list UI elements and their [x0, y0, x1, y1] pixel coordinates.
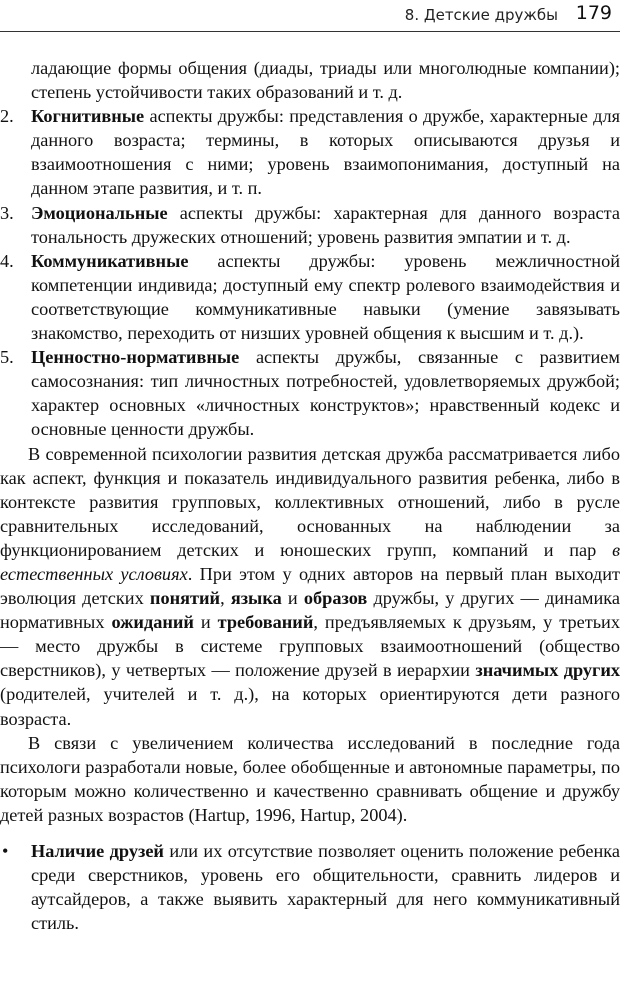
continuation-text: ладающие формы общения (диады, триады или многолюдные компании); степень устойчивости таких образований и т. д.	[31, 58, 620, 103]
text-run: В современной психологии развития детская дружба рассматривается либо как аспект, функция и показатель индивидуального развития ребенка, либо в контексте развития групповых, коллективных отношений, либо в русле сравнительных исследований, основанных на наблюдении за функционированием детских и юношеских групп, компаний и пар	[0, 443, 620, 560]
paragraph-psychology	[0, 442, 620, 731]
list-text: аспекты дружбы, связанные с развитием самосознания: тип личностных потребностей, удовлетворяемых дружбой; характер основных «личностных конструктов»; нравственный кодекс и основные ценности дружбы.	[31, 347, 620, 440]
list-text: аспекты дружбы: представления о дружбе, характерные для данного возраста; термины, в которых описываются друзья и взаимоотношения с ними; уровень взаимопонимания, доступный на данном этапе развития, и т. п.	[31, 106, 620, 199]
list-number: 4.	[0, 250, 14, 271]
list-item-4	[0, 249, 620, 345]
list-item-5	[0, 345, 620, 441]
list-number: 2.	[0, 106, 14, 127]
list-text: аспекты дружбы: уровень межличностной компетенции индивида; доступный ему спектр ролевого взаимодействия и соответствующие коммуникативные навыки (умение завязывать знакомство, переходить от низших уровней общения к высшим и т. д.).	[31, 250, 620, 344]
bullet-marker: •	[2, 841, 9, 861]
text-run: и	[193, 612, 218, 633]
bullet-item	[0, 839, 620, 935]
list-text: аспекты дружбы: характерная для данного возраста тональность дружеских отношений; уровень развития эмпатии и т. д.	[31, 202, 620, 247]
list-term: Когнитивные	[31, 106, 145, 127]
text-run: дружбы, у других — динамика нормативных	[0, 588, 620, 633]
bullet-text: или их отсутствие позволяет оценить положение ребенка среди сверстников, уровень его общительности, сравнить лидеров и аутсайдеров, а также выявить характерный для него коммуникативный стиль.	[31, 841, 620, 934]
chapter-title: 8. Детские дружбы	[404, 6, 558, 24]
text-run: ,	[220, 588, 231, 609]
bold-term: ожиданий	[111, 612, 194, 633]
italic-phrase: в естественных условиях	[0, 539, 620, 584]
text-run: , предъявляемых к друзьям, у третьих — место дружбы в системе групповых взаимоотношений (общество сверстников), у четвертых — положение друзей в иерархии	[0, 612, 620, 681]
header-rule	[0, 31, 620, 32]
list-number: 3.	[0, 202, 14, 223]
running-header	[0, 0, 620, 40]
list-term: Коммуникативные	[31, 250, 189, 271]
paragraph-research: В связи с увеличением количества исследований в последние года психологи разработали новые, более обобщенные и автономные параметры, по которым можно количественно и качественно сравнивать общение и дружбу детей разных возрастов (Hartup, 1996, Hartup, 2004).	[0, 732, 620, 825]
text-run: (родителей, учителей и т. д.), на которых ориентируются дети разного возраста.	[0, 684, 620, 729]
bold-term: значимых других	[475, 660, 620, 681]
list-term: Ценностно-нормативные	[31, 347, 240, 368]
list-item-2	[0, 104, 620, 200]
bullet-term: Наличие друзей	[31, 841, 164, 861]
list-number: 5.	[0, 347, 14, 368]
text-run: . При этом у одних авторов на первый план выходит эволюция детских	[0, 563, 620, 609]
bold-term: требований	[217, 612, 314, 633]
page-number: 179	[575, 2, 612, 24]
page-body	[0, 56, 620, 935]
text-run: и	[281, 588, 304, 609]
list-term: Эмоциональные	[31, 202, 168, 223]
bold-term: языка	[230, 588, 282, 609]
bold-term: понятий	[149, 588, 221, 609]
list-item-3	[0, 201, 620, 249]
bold-term: образов	[303, 588, 368, 609]
